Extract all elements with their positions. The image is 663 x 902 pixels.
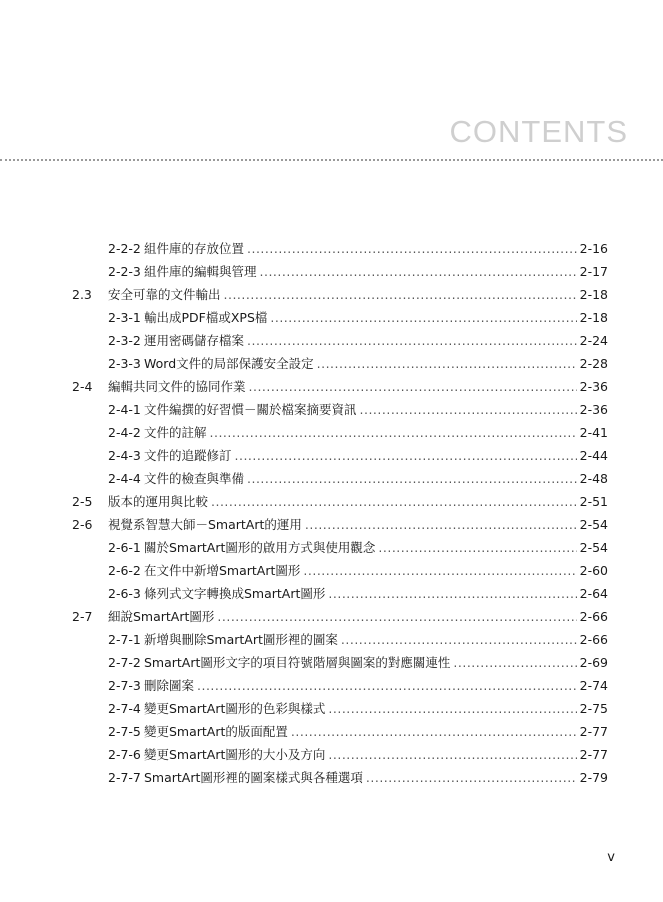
toc-entry-page: 2-54 [579, 540, 608, 555]
toc-dot-leader [270, 310, 576, 325]
toc-dot-leader [247, 333, 577, 348]
toc-dot-leader [210, 425, 577, 440]
toc-dot-leader [249, 379, 577, 394]
toc-section-row [72, 377, 608, 400]
toc-dot-leader [360, 402, 577, 417]
toc-subsection-row [72, 630, 608, 653]
toc-dot-leader [197, 678, 577, 693]
toc-entry-title: 條列式文字轉換成SmartArt圖形 [144, 586, 326, 601]
toc-entry-title: 變更SmartArt的版面配置 [144, 724, 288, 739]
dotted-divider [0, 159, 663, 161]
toc-subsection-row [72, 423, 608, 446]
toc-entry-page: 2-66 [579, 609, 608, 624]
toc-subsection-row [72, 699, 608, 722]
toc-dot-leader [247, 471, 577, 486]
toc-entry-number: 2-7-4 [108, 701, 141, 716]
toc-dot-leader [341, 632, 577, 647]
toc-subsection-row [72, 722, 608, 745]
toc-entry-page: 2-77 [579, 747, 608, 762]
toc-entry-page: 2-24 [579, 333, 608, 348]
toc-entry-number: 2-4-3 [108, 448, 141, 463]
toc-entry-number: 2-6-3 [108, 586, 141, 601]
toc-entry-number: 2-7 [72, 609, 93, 624]
toc-dot-leader [217, 609, 576, 624]
toc-dot-leader [453, 655, 576, 670]
toc-entry-number: 2-6-1 [108, 540, 141, 555]
toc-dot-leader [247, 241, 577, 256]
toc-subsection-row [72, 538, 608, 561]
toc-entry-number: 2-2-3 [108, 264, 141, 279]
toc-section-row [72, 492, 608, 515]
toc-dot-leader [224, 287, 577, 302]
toc-dot-leader [317, 356, 577, 371]
toc-entry-number: 2-4-2 [108, 425, 141, 440]
toc-entry-number: 2-3-3 [108, 356, 141, 371]
toc-dot-leader [303, 563, 576, 578]
toc-section-row [72, 607, 608, 630]
toc-entry-number: 2-7-3 [108, 678, 141, 693]
toc-dot-leader [291, 724, 577, 739]
toc-entry-page: 2-16 [579, 241, 608, 256]
toc-subsection-row [72, 262, 608, 285]
toc-dot-leader [235, 448, 577, 463]
toc-entry-title: 組件庫的存放位置 [144, 241, 245, 256]
toc-entry-title: 細說SmartArt圖形 [108, 609, 215, 624]
toc-entry-title: 文件編撰的好習慣－關於檔案摘要資訊 [144, 402, 357, 417]
toc-subsection-row [72, 584, 608, 607]
toc-entry-number: 2-6 [72, 517, 93, 532]
toc-entry-page: 2-54 [579, 517, 608, 532]
toc-entry-title: 變更SmartArt圖形的大小及方向 [144, 747, 326, 762]
toc-subsection-row [72, 768, 608, 791]
toc-dot-leader [328, 586, 576, 601]
toc-entry-page: 2-36 [579, 379, 608, 394]
toc-entry-number: 2-3-1 [108, 310, 141, 325]
toc-dot-leader [211, 494, 577, 509]
toc-dot-leader [305, 517, 577, 532]
toc-entry-number: 2-5 [72, 494, 93, 509]
toc-entry-page: 2-36 [579, 402, 608, 417]
toc-entry-page: 2-60 [579, 563, 608, 578]
toc-entry-title: 輸出成PDF檔或XPS檔 [144, 310, 268, 325]
toc-entry-title: 關於SmartArt圖形的啟用方式與使用觀念 [144, 540, 376, 555]
toc-entry-number: 2-4-1 [108, 402, 141, 417]
toc-entry-number: 2-7-1 [108, 632, 141, 647]
toc-entry-number: 2.3 [72, 287, 92, 302]
toc-entry-title: 版本的運用與比較 [108, 494, 209, 509]
toc-entry-page: 2-74 [579, 678, 608, 693]
toc-entry-number: 2-4-4 [108, 471, 141, 486]
toc-entry-page: 2-77 [579, 724, 608, 739]
toc-subsection-row [72, 745, 608, 768]
toc-entry-number: 2-7-6 [108, 747, 141, 762]
toc-entry-number: 2-7-5 [108, 724, 141, 739]
toc-entry-page: 2-69 [579, 655, 608, 670]
toc-entry-title: 文件的註解 [144, 425, 207, 440]
toc-entry-title: 刪除圖案 [144, 678, 195, 693]
toc-entry-page: 2-18 [579, 287, 608, 302]
toc-dot-leader [378, 540, 576, 555]
toc-subsection-row [72, 239, 608, 262]
contents-heading: CONTENTS [449, 114, 628, 149]
toc-entry-title: 運用密碼儲存檔案 [144, 333, 245, 348]
toc-entry-page: 2-75 [579, 701, 608, 716]
toc-entry-page: 2-66 [579, 632, 608, 647]
toc-entry-page: 2-64 [579, 586, 608, 601]
toc-subsection-row [72, 331, 608, 354]
toc-subsection-row [72, 676, 608, 699]
toc-entry-page: 2-51 [579, 494, 608, 509]
toc-entry-title: 變更SmartArt圖形的色彩與樣式 [144, 701, 326, 716]
toc-entry-title: Word文件的局部保護安全設定 [144, 356, 314, 371]
toc-section-row [72, 285, 608, 308]
toc-entry-page: 2-48 [579, 471, 608, 486]
toc-entry-title: 安全可靠的文件輸出 [108, 287, 221, 302]
toc-entry-number: 2-2-2 [108, 241, 141, 256]
toc-entry-title: 在文件中新增SmartArt圖形 [144, 563, 301, 578]
toc-entry-page: 2-17 [579, 264, 608, 279]
page-number: v [607, 850, 615, 865]
toc-entry-title: 新增與刪除SmartArt圖形裡的圖案 [144, 632, 338, 647]
toc-entry-title: 文件的檢查與準備 [144, 471, 245, 486]
toc-entry-number: 2-3-2 [108, 333, 141, 348]
toc-entry-page: 2-28 [579, 356, 608, 371]
toc-subsection-row [72, 400, 608, 423]
toc-subsection-row [72, 354, 608, 377]
toc-subsection-row [72, 561, 608, 584]
table-of-contents [72, 239, 608, 791]
toc-dot-leader [366, 770, 577, 785]
toc-entry-page: 2-18 [579, 310, 608, 325]
toc-dot-leader [328, 747, 576, 762]
toc-subsection-row [72, 653, 608, 676]
toc-dot-leader [328, 701, 576, 716]
toc-subsection-row [72, 308, 608, 331]
toc-entry-page: 2-41 [579, 425, 608, 440]
toc-entry-title: 組件庫的編輯與管理 [144, 264, 257, 279]
toc-section-row [72, 515, 608, 538]
toc-subsection-row [72, 446, 608, 469]
toc-entry-number: 2-4 [72, 379, 93, 394]
toc-entry-title: 視覺系智慧大師－SmartArt的運用 [108, 517, 302, 532]
toc-entry-title: 編輯共同文件的協同作業 [108, 379, 246, 394]
toc-dot-leader [260, 264, 577, 279]
toc-entry-title: SmartArt圖形文字的項目符號階層與圖案的對應關連性 [144, 655, 451, 670]
toc-entry-number: 2-7-2 [108, 655, 141, 670]
toc-entry-number: 2-7-7 [108, 770, 141, 785]
toc-subsection-row [72, 469, 608, 492]
toc-entry-title: SmartArt圖形裡的圖案樣式與各種選項 [144, 770, 363, 785]
toc-entry-page: 2-79 [579, 770, 608, 785]
toc-entry-number: 2-6-2 [108, 563, 141, 578]
toc-entry-page: 2-44 [579, 448, 608, 463]
toc-entry-title: 文件的追蹤修訂 [144, 448, 232, 463]
